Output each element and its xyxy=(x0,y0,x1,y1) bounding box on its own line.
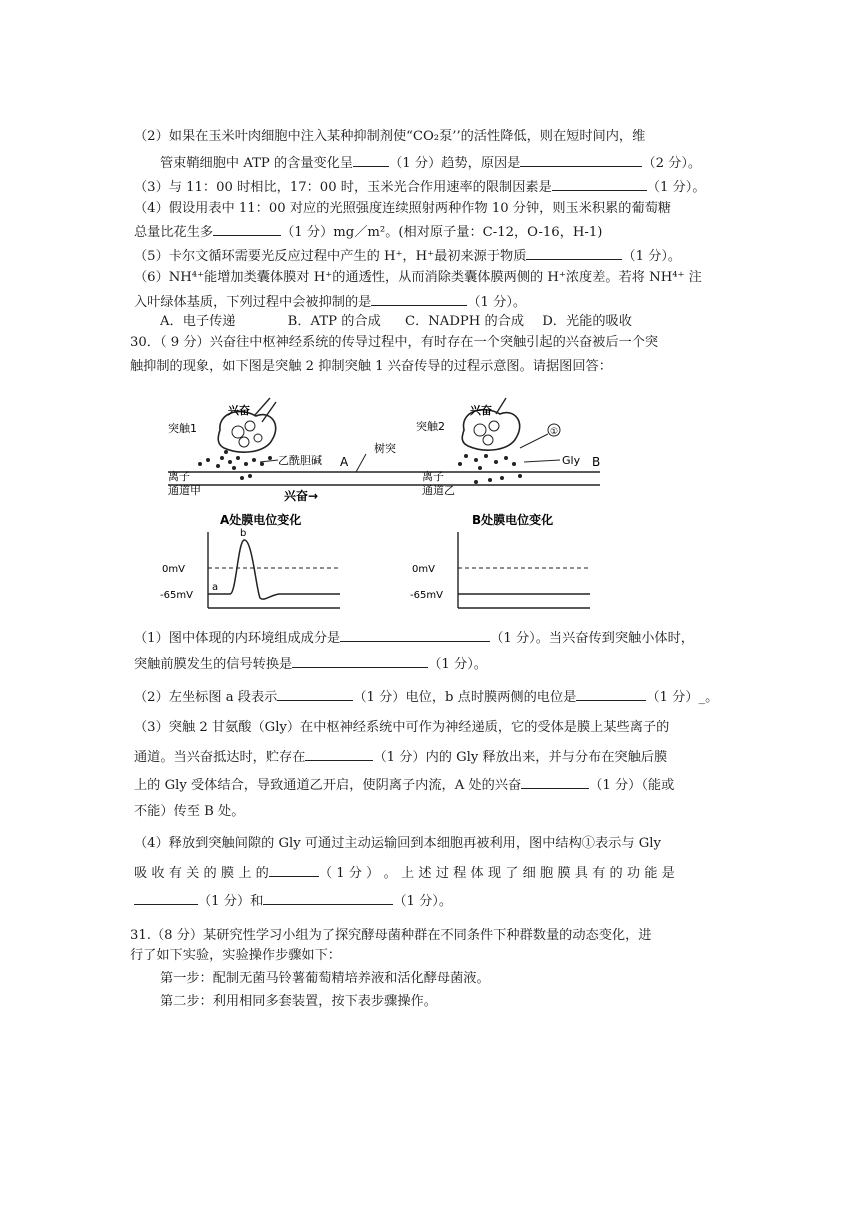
q29-part2-line1: （2）如果在玉米叶肉细胞中注入某种抑制剂使“CO₂泵’’的活性降低，则在短时间内，维 xyxy=(134,129,646,144)
graph-a-point-b: b xyxy=(240,528,247,539)
q30-part3-line3: 上的 Gly 受体结合，导致通道乙开启，使阴离子内流，A 处的兴奋 （1 分）（能或 xyxy=(134,775,674,795)
q30-part3-line4: 不能）传至 B 处。 xyxy=(134,804,245,819)
q31-intro-line1: 31.（8 分）某研究性学习小组为了探究酵母菌种群在不同条件下种群数量的动态变化，进 xyxy=(130,928,652,943)
ach-label: 乙酰胆碱 xyxy=(278,454,322,467)
answer-blank[interactable] xyxy=(277,687,353,701)
answer-blank[interactable] xyxy=(526,246,622,260)
q30-part1-line1: （1）图中体现的内环境组成成分是 （1 分）。当兴奋传到突触小体时， xyxy=(134,628,694,648)
q30-part4-line2: 吸 收 有 关 的 膜 上 的 （ 1 分 ） 。 上 述 过 程 体 现 了 细 胞 膜 具 有 的 功 能 是 xyxy=(134,863,675,883)
answer-blank[interactable] xyxy=(134,891,198,905)
graph-b-neg: -65mV xyxy=(410,590,443,601)
answer-blank[interactable] xyxy=(340,628,490,642)
q29-part6-line1: （6）NH⁴⁺能增加类囊体膜对 H⁺的通透性，从而消除类囊体膜两侧的 H⁺浓度差。若将 NH⁴⁺ 注 xyxy=(134,270,702,285)
channel-b-label: 通道乙 xyxy=(422,484,455,497)
excite-arrow: 兴奋→ xyxy=(284,489,319,503)
graph-a-title: A处膜电位变化 xyxy=(220,513,302,527)
answer-blank[interactable] xyxy=(371,292,467,306)
graph-a-neg: -65mV xyxy=(160,590,193,601)
q30-intro-line2: 触抑制的现象，如下图是突触 2 抑制突触 1 兴奋传导的过程示意图。请据图回答： xyxy=(130,359,612,374)
ion-label-1: 离子 xyxy=(168,470,190,483)
answer-blank[interactable] xyxy=(552,177,647,191)
graph-a-point-a: a xyxy=(212,582,219,593)
q29-part6-line2: 入叶绿体基质，下列过程中会被抑制的是 （1 分）。 xyxy=(134,292,526,312)
answer-blank[interactable] xyxy=(520,153,642,167)
graph-b-title: B处膜电位变化 xyxy=(472,513,554,527)
q29-part4-line2: 总量比花生多 （1 分）mg／m²。(相对原子量：C-12，O-16，H-1) xyxy=(134,222,602,242)
graph-a-zero: 0mV xyxy=(162,564,185,575)
q31-intro-line2: 行了如下实验，实验操作步骤如下： xyxy=(130,948,341,963)
q30-intro-line1: 30．（ 9 分）兴奋往中枢神经系统的传导过程中，有时存在一个突触引起的兴奋被后一个突 xyxy=(130,335,659,350)
syn1-label: 突触1 xyxy=(168,422,197,435)
option-d[interactable]: D．光能的吸收 xyxy=(542,314,632,329)
q29-part2-line2: 管束鞘细胞中 ATP 的含量变化呈 （1 分）趋势，原因是 （2 分）。 xyxy=(160,153,701,173)
excite-label-1: 兴奋 xyxy=(228,404,250,417)
q29-part4-line1: （4）假设用表中 11：00 对应的光照强度连续照射两种作物 10 分钟，则玉米积累的葡萄糖 xyxy=(134,201,672,216)
answer-blank[interactable] xyxy=(292,654,428,668)
q31-step2: 第二步：利用相同多套装置，按下表步骤操作。 xyxy=(160,994,437,1009)
dendrite-label: 树突 xyxy=(374,442,396,455)
excite-label-2: 兴奋 xyxy=(470,404,492,417)
option-c[interactable]: C．NADPH 的合成 xyxy=(404,314,525,329)
q30-part3-line1: （3）突触 2 甘氨酸（Gly）在中枢神经系统中可作为神经递质，它的受体是膜上某些离子的 xyxy=(134,720,670,735)
label-a: A xyxy=(340,455,349,469)
answer-blank[interactable] xyxy=(263,891,393,905)
option-b[interactable]: B．ATP 的合成 xyxy=(287,314,381,329)
q29-part5: （5）卡尔文循环需要光反应过程中产生的 H⁺，H⁺最初来源于物质 （1 分）。 xyxy=(134,246,681,266)
q30-part3-line2: 通道。当兴奋抵达时，贮存在 （1 分）内的 Gly 释放出来，并与分布在突触后膜 xyxy=(134,747,667,767)
gly-label: Gly xyxy=(562,454,581,467)
answer-blank[interactable] xyxy=(213,222,281,236)
answer-blank[interactable] xyxy=(269,863,319,877)
answer-blank[interactable] xyxy=(576,687,646,701)
structure-1-label: ① xyxy=(550,427,559,437)
q31-step1: 第一步：配制无菌马铃薯葡萄精培养液和活化酵母菌液。 xyxy=(160,971,490,986)
syn2-label: 突触2 xyxy=(416,420,445,433)
channel-a-label: 通道甲 xyxy=(168,484,201,497)
q29-options xyxy=(160,313,632,331)
q30-part4-line3: （1 分）和 （1 分）。 xyxy=(134,891,452,911)
option-a[interactable]: A．电子传递 xyxy=(160,314,236,329)
label-b: B xyxy=(592,455,601,469)
q30-part1-line2: 突触前膜发生的信号转换是 （1 分）。 xyxy=(134,654,487,674)
q30-part2: （2）左坐标图 a 段表示 （1 分）电位，b 点时膜两侧的电位是 （1 分）_。 xyxy=(134,687,718,707)
synapse-diagram xyxy=(160,392,610,612)
graph-b-zero: 0mV xyxy=(412,564,435,575)
q29-part3: （3）与 11：00 时相比，17：00 时，玉米光合作用速率的限制因素是 （1 分）。 xyxy=(134,177,706,197)
answer-blank[interactable] xyxy=(521,775,589,789)
answer-blank[interactable] xyxy=(353,153,389,167)
answer-blank[interactable] xyxy=(305,747,373,761)
q30-part4-line1: （4）释放到突触间隙的 Gly 可通过主动运输回到本细胞再被利用，图中结构①表示与 Gly xyxy=(134,836,661,851)
ion-label-2: 离子 xyxy=(422,470,444,483)
